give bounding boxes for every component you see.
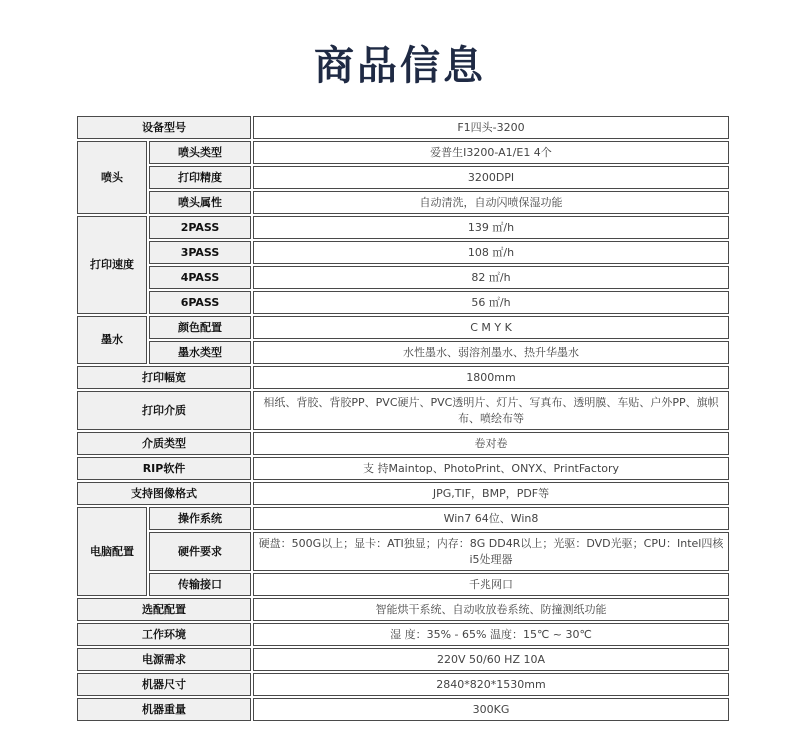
row-value: 卷对卷 [253,432,729,455]
row-label: 颜色配置 [149,316,251,339]
table-row [77,191,729,214]
table-row [77,482,729,505]
table-row [77,116,729,139]
table-row [77,457,729,480]
row-label: 电源需求 [77,648,251,671]
row-label: 操作系统 [149,507,251,530]
row-label: 墨水类型 [149,341,251,364]
row-label: 2PASS [149,216,251,239]
table-row [77,216,729,239]
table-row [77,166,729,189]
row-label: 介质类型 [77,432,251,455]
row-label: 喷头属性 [149,191,251,214]
group-label: 打印速度 [77,216,147,314]
table-row [77,366,729,389]
table-row [77,316,729,339]
page-title: 商品信息 [314,43,486,89]
row-value: 139 ㎡/h [253,216,729,239]
table-row [77,291,729,314]
group-label: 墨水 [77,316,147,364]
row-label: 打印幅宽 [77,366,251,389]
row-value: 支 持Maintop、PhotoPrint、ONYX、PrintFactory [253,457,729,480]
table-row [77,507,729,530]
spec-table [75,114,731,723]
row-label: 工作环境 [77,623,251,646]
table-row [77,341,729,364]
table-row [77,598,729,621]
row-value: 1800mm [253,366,729,389]
row-value: C M Y K [253,316,729,339]
table-row [77,648,729,671]
row-value: 3200DPI [253,166,729,189]
table-row [77,673,729,696]
group-label: 喷头 [77,141,147,214]
row-value: 水性墨水、弱溶剂墨水、热升华墨水 [253,341,729,364]
table-row [77,432,729,455]
row-value: 爱普生I3200-A1/E1 4个 [253,141,729,164]
row-label: RIP软件 [77,457,251,480]
table-row [77,266,729,289]
row-label: 设备型号 [77,116,251,139]
row-value: 千兆网口 [253,573,729,596]
table-row [77,623,729,646]
row-value: F1四头-3200 [253,116,729,139]
row-value: 智能烘干系统、自动收放卷系统、防撞测纸功能 [253,598,729,621]
table-row [77,698,729,721]
row-label: 打印精度 [149,166,251,189]
table-row [77,391,729,430]
row-label: 4PASS [149,266,251,289]
row-value: 2840*820*1530mm [253,673,729,696]
row-value: 300KG [253,698,729,721]
row-label: 机器尺寸 [77,673,251,696]
table-row [77,141,729,164]
table-row [77,532,729,571]
row-label: 打印介质 [77,391,251,430]
row-label: 3PASS [149,241,251,264]
row-label: 硬件要求 [149,532,251,571]
table-row [77,241,729,264]
row-value: 湿 度：35% - 65% 温度：15℃ ~ 30℃ [253,623,729,646]
row-value: Win7 64位、Win8 [253,507,729,530]
row-label: 传输接口 [149,573,251,596]
row-value: 82 ㎡/h [253,266,729,289]
row-value: 56 ㎡/h [253,291,729,314]
row-label: 机器重量 [77,698,251,721]
group-label: 电脑配置 [77,507,147,596]
row-label: 选配配置 [77,598,251,621]
row-value: 相纸、背胶、背胶PP、PVC硬片、PVC透明片、灯片、写真布、透明膜、车贴、户外PP、旗帜布、喷绘布等 [253,391,729,430]
row-label: 喷头类型 [149,141,251,164]
row-label: 支持图像格式 [77,482,251,505]
table-row [77,573,729,596]
row-value: 硬盘：500G以上；显卡：ATI独显；内存：8G DD4R以上；光驱：DVD光驱；CPU：Intel四核i5处理器 [253,532,729,571]
row-value: 108 ㎡/h [253,241,729,264]
row-value: 自动清洗，自动闪喷保湿功能 [253,191,729,214]
row-label: 6PASS [149,291,251,314]
row-value: 220V 50/60 HZ 10A [253,648,729,671]
row-value: JPG,TIF，BMP，PDF等 [253,482,729,505]
